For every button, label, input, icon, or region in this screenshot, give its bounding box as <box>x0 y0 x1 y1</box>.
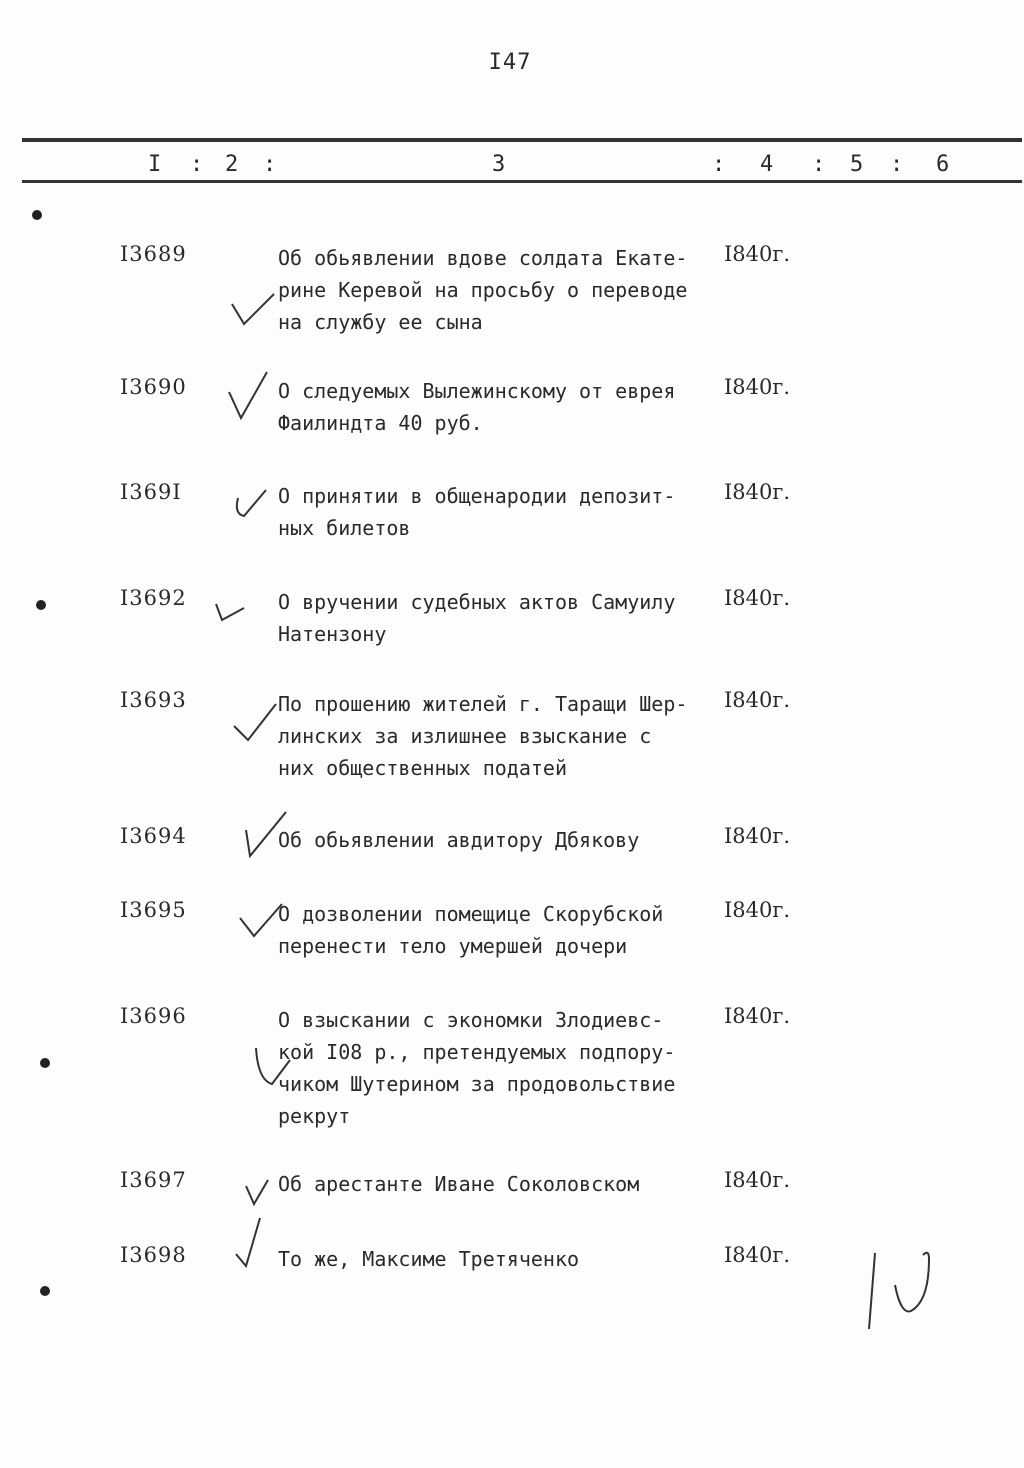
punch-hole-dot <box>32 210 42 220</box>
punch-hole-dot <box>40 1058 50 1068</box>
record-number: I3693 <box>120 688 187 712</box>
record-year: I840г. <box>724 375 791 399</box>
column-header-4: 4 <box>760 152 774 177</box>
record-description: Об арестанте Иване Соколовском <box>278 1172 640 1196</box>
check-mark-icon <box>230 700 280 744</box>
column-header-3: 3 <box>492 152 506 177</box>
record-number: I3689 <box>120 242 187 266</box>
record-number: I3698 <box>120 1243 187 1267</box>
record-number: I3696 <box>120 1004 187 1028</box>
record-number: I3692 <box>120 586 187 610</box>
record-number: I3695 <box>120 898 187 922</box>
column-header-2: 2 <box>225 152 239 177</box>
record-year: I840г. <box>724 242 791 266</box>
record-year: I840г. <box>724 1168 791 1192</box>
punch-hole-dot <box>40 1286 50 1296</box>
check-mark-icon <box>230 484 270 524</box>
column-separator: : <box>890 152 904 177</box>
record-description: По прошению жителей г. Таращи Шер- линских за излишнее взыскание с них общественных податей <box>278 692 688 780</box>
column-header-5: 5 <box>850 152 864 177</box>
record-description: О вручении судебных актов Самуилу Натензону <box>278 590 676 646</box>
check-mark-icon <box>242 1176 272 1208</box>
column-separator: : <box>263 152 277 177</box>
record-description: О взыскании с экономки Злодиевс- кой I08 р., претендуемых подпору- чиком Шутерином за продовольствие рекрут <box>278 1008 676 1128</box>
column-header-1: I <box>148 152 162 177</box>
record-description: Об обьявлении вдове солдата Екате- рине Керевой на просьбу о переводе на службу ее сына <box>278 246 688 334</box>
column-separator: : <box>190 152 204 177</box>
record-description: То же, Максиме Третяченко <box>278 1247 580 1271</box>
record-number: I3694 <box>120 824 187 848</box>
check-mark-icon <box>212 598 248 626</box>
page-number: I47 <box>488 50 532 75</box>
record-year: I840г. <box>724 586 791 610</box>
column-separator: : <box>712 152 726 177</box>
record-description: О следуемых Вылежинскому от еврея Фаилиндта 40 руб. <box>278 379 676 435</box>
check-mark-icon <box>232 1214 266 1270</box>
record-description: О дозволении помещице Скорубской перенести тело умершей дочери <box>278 902 664 958</box>
record-year: I840г. <box>724 480 791 504</box>
record-year: I840г. <box>724 898 791 922</box>
record-description: Об обьявлении авдитору Дбякову <box>278 828 640 852</box>
record-year: I840г. <box>724 1243 791 1267</box>
record-year: I840г. <box>724 824 791 848</box>
check-mark-icon <box>240 808 290 860</box>
check-mark-icon <box>228 290 278 330</box>
check-mark-icon <box>236 900 286 940</box>
column-header-6: 6 <box>936 152 950 177</box>
record-description: О принятии в общенародии депозит- ных билетов <box>278 484 676 540</box>
handwritten-sheet-mark-icon <box>855 1245 945 1335</box>
punch-hole-dot <box>36 600 46 610</box>
column-separator: : <box>812 152 826 177</box>
record-year: I840г. <box>724 1004 791 1028</box>
record-number: I3690 <box>120 375 187 399</box>
record-number: I369I <box>120 480 182 504</box>
record-number: I3697 <box>120 1168 187 1192</box>
check-mark-icon <box>250 1040 294 1090</box>
record-year: I840г. <box>724 688 791 712</box>
check-mark-icon <box>225 368 271 424</box>
